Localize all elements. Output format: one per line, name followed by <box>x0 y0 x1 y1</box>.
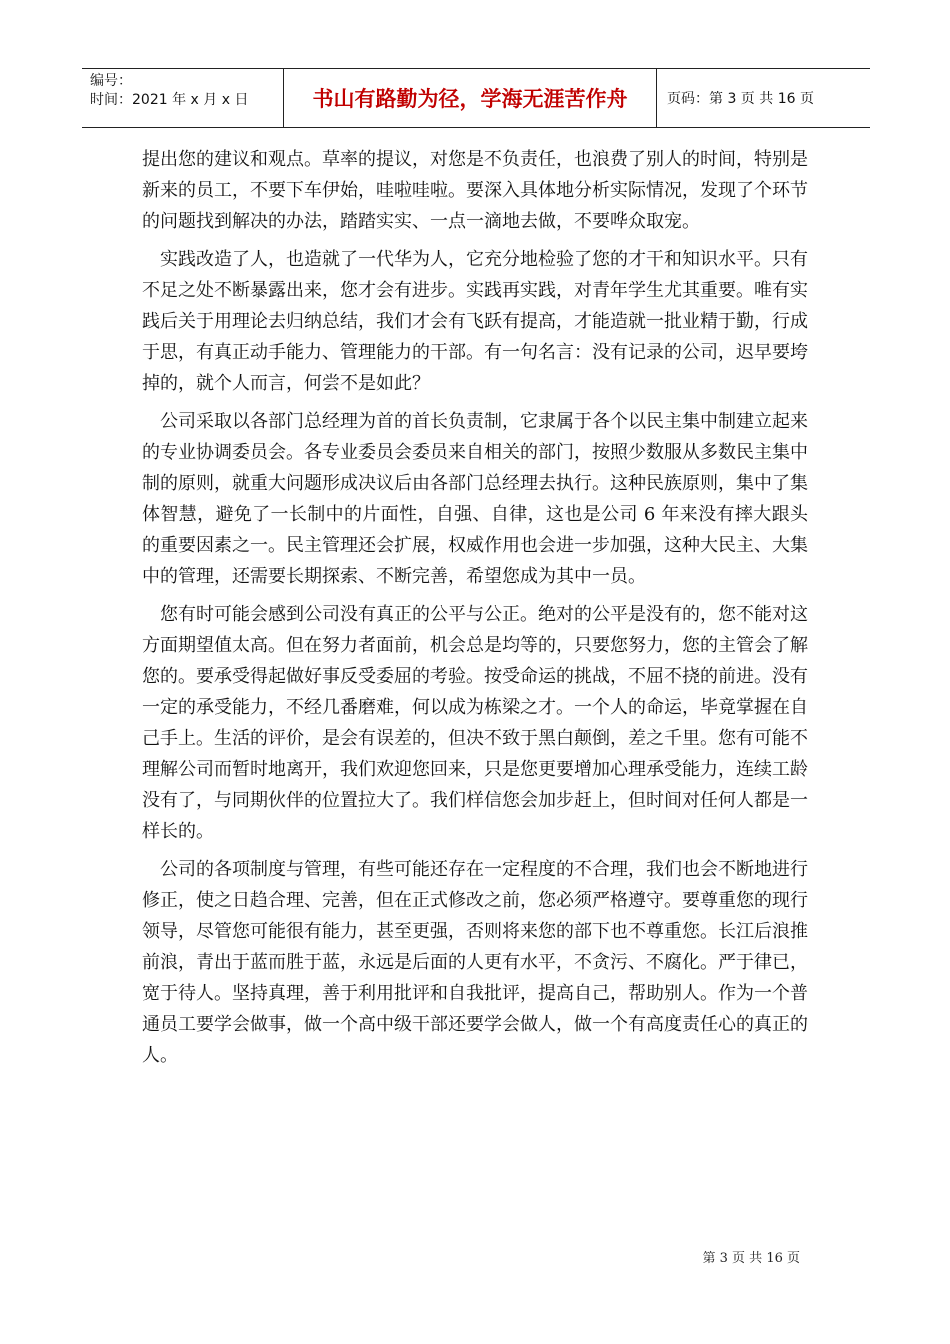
date-line: 时间：2021 年 x 月 x 日 <box>90 92 249 108</box>
paragraph: 您有时可能会感到公司没有真正的公平与公正。绝对的公平是没有的，您不能对这方面期望值太高。但在努力者面前，机会总是均等的，只要您努力，您的主管会了解您的。要承受得起做好事反受委屈的考验。按受命运的挑战，不屈不挠的前进。没有一定的承受能力，不经几番磨难，何以成为栋梁之才。一个人的命运，毕竟掌握在自己手上。生活的评价，是会有误差的，但决不致于黑白颠倒，差之千里。您有可能不理解公司而暂时地离开，我们欢迎您回来，只是您更要增加心理承受能力，连续工龄没有了，与同期伙伴的位置拉大了。我们样信您会加步赶上，但时间对任何人都是一样长的。 <box>142 604 808 842</box>
page-footer: 第 3 页 共 16 页 <box>702 1251 800 1266</box>
paragraph: 公司的各项制度与管理，有些可能还存在一定程度的不合理，我们也会不断地进行修正，使之日趋合理、完善，但在正式修改之前，您必须严格遵守。要尊重您的现行领导，尽管您可能很有能力，甚至更强，否则将来您的部下也不尊重您。长江后浪推前浪，青出于蓝而胜于蓝，永远是后面的人更有水平，不贪污、不腐化。严于律已，宽于待人。坚持真理，善于利用批评和自我批评，提高自己，帮助别人。作为一个普通员工要学会做事，做一个高中级干部还要学会做人，做一个有高度责任心的真正的人。 <box>142 859 808 1066</box>
paragraph-continued: 提出您的建议和观点。草率的提议，对您是不负责任，也浪费了别人的时间，特别是新来的员工，不要下车伊始，哇啦哇啦。要深入具体地分析实际情况，发现了个环节的问题找到解决的办法，踏踏实实、一点一滴地去做，不要哗众取宠。 <box>142 149 808 232</box>
header-page-info: 页码：第 3 页 共 16 页 <box>667 91 814 107</box>
paragraph: 实践改造了人，也造就了一代华为人，它充分地检验了您的才干和知识水平。只有不足之处不断暴露出来，您才会有进步。实践再实践，对青年学生尤其重要。唯有实践后关于用理论去归纳总结，我们才会有飞跃有提高，才能造就一批业精于勤，行成于思，有真正动手能力、管理能力的干部。有一句名言：没有记录的公司，迟早要垮掉的，就个人而言，何尝不是如此？ <box>142 249 808 394</box>
paragraph: 公司采取以各部门总经理为首的首长负责制，它隶属于各个以民主集中制建立起来的专业协调委员会。各专业委员会委员来自相关的部门，按照少数服从多数民主集中制的原则，就重大问题形成决议后由各部门总经理去执行。这种民族原则，集中了集体智慧，避免了一长制中的片面性，自强、自律，这也是公司 6 年来没有摔大跟头的重要因素之一。民主管理还会扩展，权威作用也会进一步加强，这种大民主、大集中的管理，还需要长期探索、不断完善，希望您成为其中一员。 <box>142 411 808 587</box>
page-header <box>82 68 870 128</box>
document-body <box>142 144 808 1078</box>
code-label: 编号： <box>90 73 132 89</box>
header-motto: 书山有路勤为径，学海无涯苦作舟 <box>283 69 657 127</box>
header-meta <box>82 69 283 127</box>
